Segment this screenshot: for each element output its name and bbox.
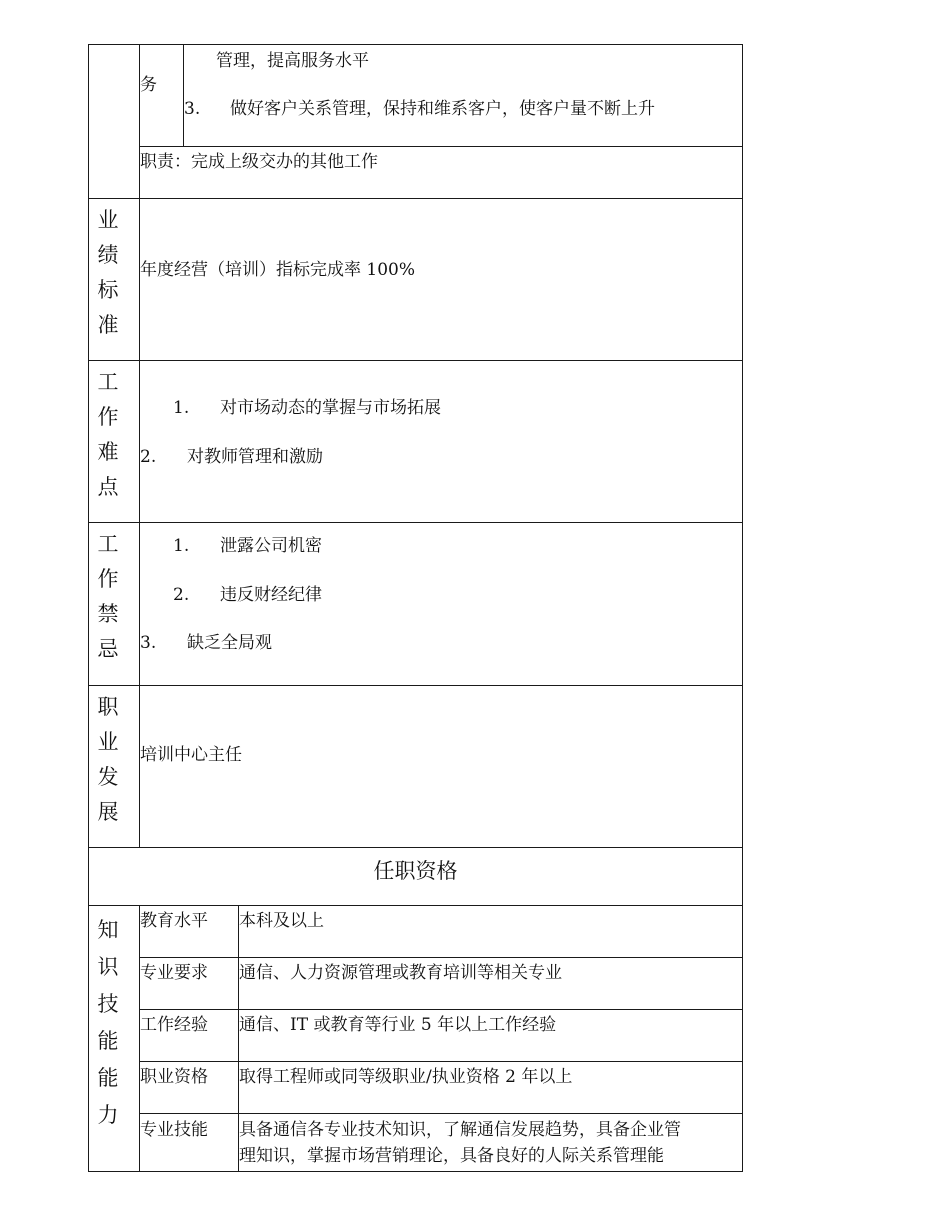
qual-value-major: 通信、人力资源管理或教育培训等相关专业: [239, 963, 562, 983]
qualification-title: 任职资格: [373, 859, 458, 883]
qual-value-skills-line1: 具备通信各专业技术知识，了解通信发展趋势，具备企业管: [239, 1120, 681, 1140]
other-duty-cell: [139, 146, 743, 199]
performance-label-cell: [88, 198, 140, 361]
taboo-3-number: 3.: [140, 633, 157, 653]
knowledge-label: 知 识 技 能 能 力: [97, 918, 119, 1127]
duty-side-label: 务: [140, 75, 157, 95]
career-text: 培训中心主任: [140, 745, 242, 765]
duty-label-cell: [88, 44, 140, 199]
difficulties-label: 工 作 难 点: [97, 370, 119, 499]
qual-key-experience: 工作经验: [140, 1015, 208, 1035]
duty-item3-number: 3.: [184, 99, 201, 119]
qual-key-certification: 职业资格: [140, 1067, 208, 1087]
qual-value-experience: 通信、IT 或教育等行业 5 年以上工作经验: [239, 1015, 557, 1035]
taboo-3-text: 缺乏全局观: [187, 633, 272, 653]
taboos-label: 工 作 禁 忌: [97, 532, 119, 661]
qual-value-cell-skills: [238, 1113, 743, 1172]
qual-value-cell-education: [238, 905, 743, 958]
taboo-2-text: 违反财经纪律: [220, 585, 322, 605]
taboo-1-text: 泄露公司机密: [220, 536, 322, 556]
career-label: 职 业 发 展: [97, 695, 119, 824]
qual-key-major: 专业要求: [140, 963, 208, 983]
qual-value-cell-experience: [238, 1009, 743, 1062]
performance-content-cell: [139, 198, 743, 361]
qual-key-cell-major: [139, 957, 239, 1010]
taboos-label-cell: [88, 522, 140, 686]
knowledge-label-cell: [88, 905, 140, 1172]
career-content-cell: [139, 685, 743, 848]
taboo-1-number: 1.: [173, 536, 190, 556]
qual-key-cell-certification: [139, 1061, 239, 1114]
qual-key-education: 教育水平: [140, 911, 208, 931]
difficulty-2-number: 2.: [140, 447, 157, 467]
performance-label: 业 绩 标 准: [97, 208, 119, 337]
qual-value-education: 本科及以上: [239, 911, 324, 931]
qual-key-cell-education: [139, 905, 239, 958]
qual-value-cell-major: [238, 957, 743, 1010]
qual-key-cell-skills: [139, 1113, 239, 1172]
qual-key-skills: 专业技能: [140, 1120, 208, 1140]
qualification-header-cell: [88, 847, 743, 906]
taboo-2-number: 2.: [173, 585, 190, 605]
qual-key-cell-experience: [139, 1009, 239, 1062]
qual-value-skills-line2: 理知识，掌握市场营销理论，具备良好的人际关系管理能: [239, 1146, 664, 1166]
duty-item3-text: 做好客户关系管理，保持和维系客户，使客户量不断上升: [230, 99, 655, 119]
career-label-cell: [88, 685, 140, 848]
difficulties-content-cell: [139, 360, 743, 523]
qual-value-cell-certification: [238, 1061, 743, 1114]
duty-item2-continuation: 管理，提高服务水平: [216, 51, 369, 71]
other-duty-text: 职责：完成上级交办的其他工作: [140, 152, 378, 172]
difficulties-label-cell: [88, 360, 140, 523]
difficulty-1-text: 对市场动态的掌握与市场拓展: [220, 398, 441, 418]
difficulty-1-number: 1.: [173, 398, 190, 418]
qual-value-certification: 取得工程师或同等级职业/执业资格 2 年以上: [239, 1067, 573, 1087]
performance-text: 年度经营（培训）指标完成率 100%: [140, 260, 416, 280]
taboos-content-cell: [139, 522, 743, 686]
duty-items-cell: [183, 44, 743, 147]
duty-side-cell: [139, 44, 184, 147]
difficulty-2-text: 对教师管理和激励: [187, 447, 323, 467]
